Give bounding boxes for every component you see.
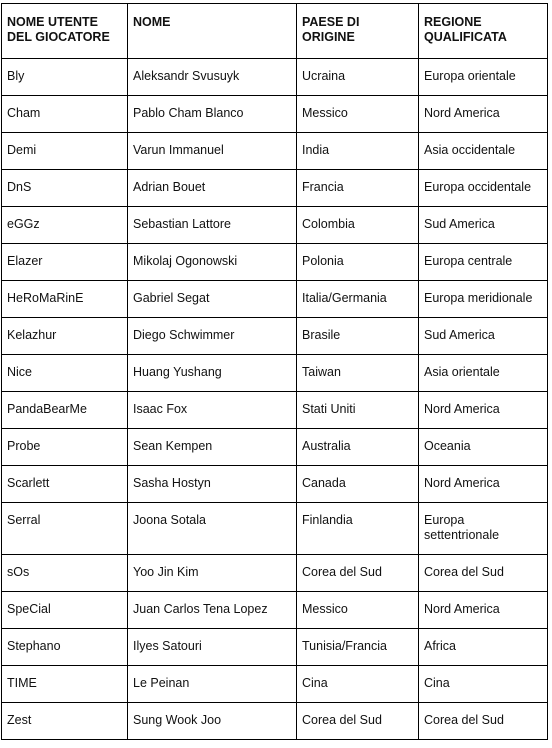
cell-country: Messico — [297, 96, 419, 133]
table-row — [2, 244, 548, 281]
cell-username: Stephano — [2, 629, 128, 666]
cell-country: Canada — [297, 466, 419, 503]
cell-country: Colombia — [297, 207, 419, 244]
cell-region: Nord America — [419, 96, 548, 133]
table-row — [2, 207, 548, 244]
cell-region: Africa — [419, 629, 548, 666]
cell-country: Messico — [297, 592, 419, 629]
cell-name: Ilyes Satouri — [128, 629, 297, 666]
cell-name: Sean Kempen — [128, 429, 297, 466]
cell-country: Francia — [297, 170, 419, 207]
cell-username: Probe — [2, 429, 128, 466]
table-row — [2, 281, 548, 318]
cell-region: Sud America — [419, 318, 548, 355]
cell-name: Yoo Jin Kim — [128, 555, 297, 592]
table-row — [2, 392, 548, 429]
cell-region: Europa orientale — [419, 59, 548, 96]
cell-username: SpeCial — [2, 592, 128, 629]
header-row — [2, 4, 548, 59]
cell-username: Cham — [2, 96, 128, 133]
header-username: NOME UTENTE DEL GIOCATORE — [2, 4, 128, 59]
cell-country: Cina — [297, 666, 419, 703]
cell-username: sOs — [2, 555, 128, 592]
header-region: REGIONE QUALIFICATA — [419, 4, 548, 59]
cell-name: Sasha Hostyn — [128, 466, 297, 503]
cell-country: India — [297, 133, 419, 170]
cell-region: Nord America — [419, 466, 548, 503]
cell-region: Nord America — [419, 392, 548, 429]
table-row — [2, 170, 548, 207]
cell-region: Europa centrale — [419, 244, 548, 281]
cell-region: Corea del Sud — [419, 703, 548, 740]
table-row — [2, 703, 548, 740]
cell-country: Tunisia/Francia — [297, 629, 419, 666]
cell-country: Brasile — [297, 318, 419, 355]
cell-name: Isaac Fox — [128, 392, 297, 429]
table-row — [2, 503, 548, 555]
cell-name: Pablo Cham Blanco — [128, 96, 297, 133]
cell-name: Sebastian Lattore — [128, 207, 297, 244]
cell-name: Gabriel Segat — [128, 281, 297, 318]
cell-country: Italia/Germania — [297, 281, 419, 318]
cell-name: Juan Carlos Tena Lopez — [128, 592, 297, 629]
cell-name: Sung Wook Joo — [128, 703, 297, 740]
cell-username: Demi — [2, 133, 128, 170]
table-row — [2, 429, 548, 466]
cell-name: Joona Sotala — [128, 503, 297, 555]
cell-country: Polonia — [297, 244, 419, 281]
cell-username: DnS — [2, 170, 128, 207]
cell-region: Europa occidentale — [419, 170, 548, 207]
cell-username: PandaBearMe — [2, 392, 128, 429]
cell-region: Nord America — [419, 592, 548, 629]
cell-region: Cina — [419, 666, 548, 703]
table-row — [2, 629, 548, 666]
cell-name: Aleksandr Svusuyk — [128, 59, 297, 96]
cell-username: Serral — [2, 503, 128, 555]
cell-name: Le Peinan — [128, 666, 297, 703]
cell-name: Diego Schwimmer — [128, 318, 297, 355]
cell-username: Zest — [2, 703, 128, 740]
cell-region: Asia orientale — [419, 355, 548, 392]
cell-name: Varun Immanuel — [128, 133, 297, 170]
table-row — [2, 555, 548, 592]
cell-region: Oceania — [419, 429, 548, 466]
table-row — [2, 666, 548, 703]
cell-region: Asia occidentale — [419, 133, 548, 170]
cell-region: Sud America — [419, 207, 548, 244]
table-row — [2, 96, 548, 133]
table-row — [2, 592, 548, 629]
players-table — [1, 3, 548, 740]
cell-username: Nice — [2, 355, 128, 392]
cell-username: HeRoMaRinE — [2, 281, 128, 318]
cell-region: Corea del Sud — [419, 555, 548, 592]
cell-country: Stati Uniti — [297, 392, 419, 429]
table-row — [2, 59, 548, 96]
table-row — [2, 466, 548, 503]
cell-username: eGGz — [2, 207, 128, 244]
cell-username: Elazer — [2, 244, 128, 281]
cell-name: Huang Yushang — [128, 355, 297, 392]
cell-username: Scarlett — [2, 466, 128, 503]
cell-region: Europa settentrionale — [419, 503, 548, 555]
cell-country: Finlandia — [297, 503, 419, 555]
table-row — [2, 318, 548, 355]
cell-username: Bly — [2, 59, 128, 96]
cell-country: Corea del Sud — [297, 703, 419, 740]
table-row — [2, 355, 548, 392]
cell-country: Australia — [297, 429, 419, 466]
cell-region: Europa meridionale — [419, 281, 548, 318]
header-country: PAESE DI ORIGINE — [297, 4, 419, 59]
cell-name: Mikolaj Ogonowski — [128, 244, 297, 281]
header-name: NOME — [128, 4, 297, 59]
cell-country: Ucraina — [297, 59, 419, 96]
cell-username: Kelazhur — [2, 318, 128, 355]
cell-name: Adrian Bouet — [128, 170, 297, 207]
table-row — [2, 133, 548, 170]
cell-country: Taiwan — [297, 355, 419, 392]
cell-country: Corea del Sud — [297, 555, 419, 592]
cell-username: TIME — [2, 666, 128, 703]
